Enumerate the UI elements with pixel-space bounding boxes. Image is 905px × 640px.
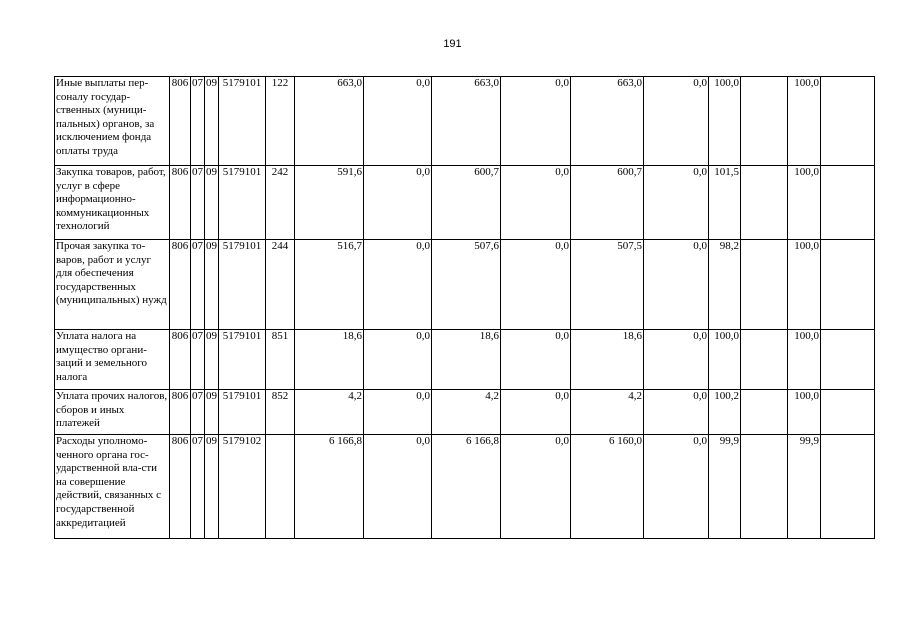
row-name-cell: Уплата прочих налогов, сборов и иных платежей	[55, 390, 170, 435]
ved-code-cell: 806	[170, 240, 191, 330]
percent-cell-2	[741, 77, 788, 166]
expense-type-cell: 851	[266, 330, 295, 390]
percent-cell-1: 100,0	[709, 330, 741, 390]
value-cell-6: 0,0	[644, 435, 709, 539]
section-code-cell: 07	[191, 240, 205, 330]
percent-cell-3: 100,0	[788, 166, 821, 240]
value-cell-4: 0,0	[501, 166, 571, 240]
target-article-cell: 5179102	[219, 435, 266, 539]
value-cell-5: 4,2	[571, 390, 644, 435]
row-name-cell: Уплата налога на имущество органи-заций и земельного налога	[55, 330, 170, 390]
section-code-cell: 07	[191, 390, 205, 435]
ved-code-cell: 806	[170, 166, 191, 240]
percent-cell-1: 100,2	[709, 390, 741, 435]
table-row	[55, 77, 875, 166]
percent-cell-2	[741, 330, 788, 390]
value-cell-1: 591,6	[295, 166, 364, 240]
row-name-cell: Иные выплаты пер-соналу государ-ственных (муници-пальных) органов, за исключением фонда оплаты труда	[55, 77, 170, 166]
value-cell-6: 0,0	[644, 166, 709, 240]
target-article-cell: 5179101	[219, 166, 266, 240]
row-name-cell: Закупка товаров, работ, услуг в сфере информационно-коммуникационных технологий	[55, 166, 170, 240]
value-cell-5: 507,5	[571, 240, 644, 330]
subsection-code-cell: 09	[205, 166, 219, 240]
section-code-cell: 07	[191, 166, 205, 240]
target-article-cell: 5179101	[219, 77, 266, 166]
subsection-code-cell: 09	[205, 77, 219, 166]
percent-cell-2	[741, 435, 788, 539]
value-cell-4: 0,0	[501, 390, 571, 435]
percent-cell-1: 100,0	[709, 77, 741, 166]
percent-cell-2	[741, 240, 788, 330]
percent-cell-3: 100,0	[788, 330, 821, 390]
table-row	[55, 390, 875, 435]
percent-cell-4	[821, 77, 875, 166]
value-cell-3: 6 166,8	[432, 435, 501, 539]
percent-cell-3: 100,0	[788, 390, 821, 435]
value-cell-6: 0,0	[644, 240, 709, 330]
table-row	[55, 330, 875, 390]
expense-type-cell: 244	[266, 240, 295, 330]
value-cell-3: 507,6	[432, 240, 501, 330]
ved-code-cell: 806	[170, 77, 191, 166]
section-code-cell: 07	[191, 330, 205, 390]
value-cell-3: 663,0	[432, 77, 501, 166]
value-cell-1: 4,2	[295, 390, 364, 435]
value-cell-4: 0,0	[501, 435, 571, 539]
table-row	[55, 240, 875, 330]
section-code-cell: 07	[191, 77, 205, 166]
value-cell-6: 0,0	[644, 390, 709, 435]
value-cell-1: 6 166,8	[295, 435, 364, 539]
percent-cell-4	[821, 166, 875, 240]
value-cell-4: 0,0	[501, 77, 571, 166]
table-row	[55, 166, 875, 240]
value-cell-5: 6 160,0	[571, 435, 644, 539]
expense-type-cell	[266, 435, 295, 539]
ved-code-cell: 806	[170, 390, 191, 435]
page-number: 191	[443, 38, 462, 50]
value-cell-3: 4,2	[432, 390, 501, 435]
target-article-cell: 5179101	[219, 330, 266, 390]
value-cell-1: 516,7	[295, 240, 364, 330]
ved-code-cell: 806	[170, 330, 191, 390]
value-cell-6: 0,0	[644, 330, 709, 390]
subsection-code-cell: 09	[205, 240, 219, 330]
percent-cell-2	[741, 166, 788, 240]
target-article-cell: 5179101	[219, 390, 266, 435]
value-cell-2: 0,0	[364, 435, 432, 539]
value-cell-6: 0,0	[644, 77, 709, 166]
value-cell-2: 0,0	[364, 390, 432, 435]
row-name-cell: Прочая закупка то-варов, работ и услуг для обеспечения государственных (муниципальных) нужд	[55, 240, 170, 330]
table-row	[55, 435, 875, 539]
expense-type-cell: 122	[266, 77, 295, 166]
value-cell-2: 0,0	[364, 240, 432, 330]
budget-table	[54, 76, 875, 539]
value-cell-2: 0,0	[364, 77, 432, 166]
value-cell-5: 18,6	[571, 330, 644, 390]
subsection-code-cell: 09	[205, 435, 219, 539]
ved-code-cell: 806	[170, 435, 191, 539]
value-cell-1: 663,0	[295, 77, 364, 166]
expense-type-cell: 852	[266, 390, 295, 435]
row-name-cell: Расходы уполномо-ченного органа гос-ударственной вла-сти на совершение действий, связанных с государственной аккредитацией	[55, 435, 170, 539]
percent-cell-4	[821, 330, 875, 390]
percent-cell-3: 99,9	[788, 435, 821, 539]
section-code-cell: 07	[191, 435, 205, 539]
value-cell-5: 663,0	[571, 77, 644, 166]
value-cell-3: 600,7	[432, 166, 501, 240]
percent-cell-3: 100,0	[788, 77, 821, 166]
percent-cell-4	[821, 435, 875, 539]
target-article-cell: 5179101	[219, 240, 266, 330]
value-cell-1: 18,6	[295, 330, 364, 390]
percent-cell-1: 99,9	[709, 435, 741, 539]
value-cell-3: 18,6	[432, 330, 501, 390]
percent-cell-4	[821, 240, 875, 330]
value-cell-2: 0,0	[364, 330, 432, 390]
percent-cell-1: 101,5	[709, 166, 741, 240]
value-cell-5: 600,7	[571, 166, 644, 240]
percent-cell-1: 98,2	[709, 240, 741, 330]
subsection-code-cell: 09	[205, 390, 219, 435]
percent-cell-2	[741, 390, 788, 435]
expense-type-cell: 242	[266, 166, 295, 240]
value-cell-4: 0,0	[501, 240, 571, 330]
value-cell-2: 0,0	[364, 166, 432, 240]
subsection-code-cell: 09	[205, 330, 219, 390]
percent-cell-4	[821, 390, 875, 435]
table-body	[55, 77, 875, 539]
value-cell-4: 0,0	[501, 330, 571, 390]
percent-cell-3: 100,0	[788, 240, 821, 330]
